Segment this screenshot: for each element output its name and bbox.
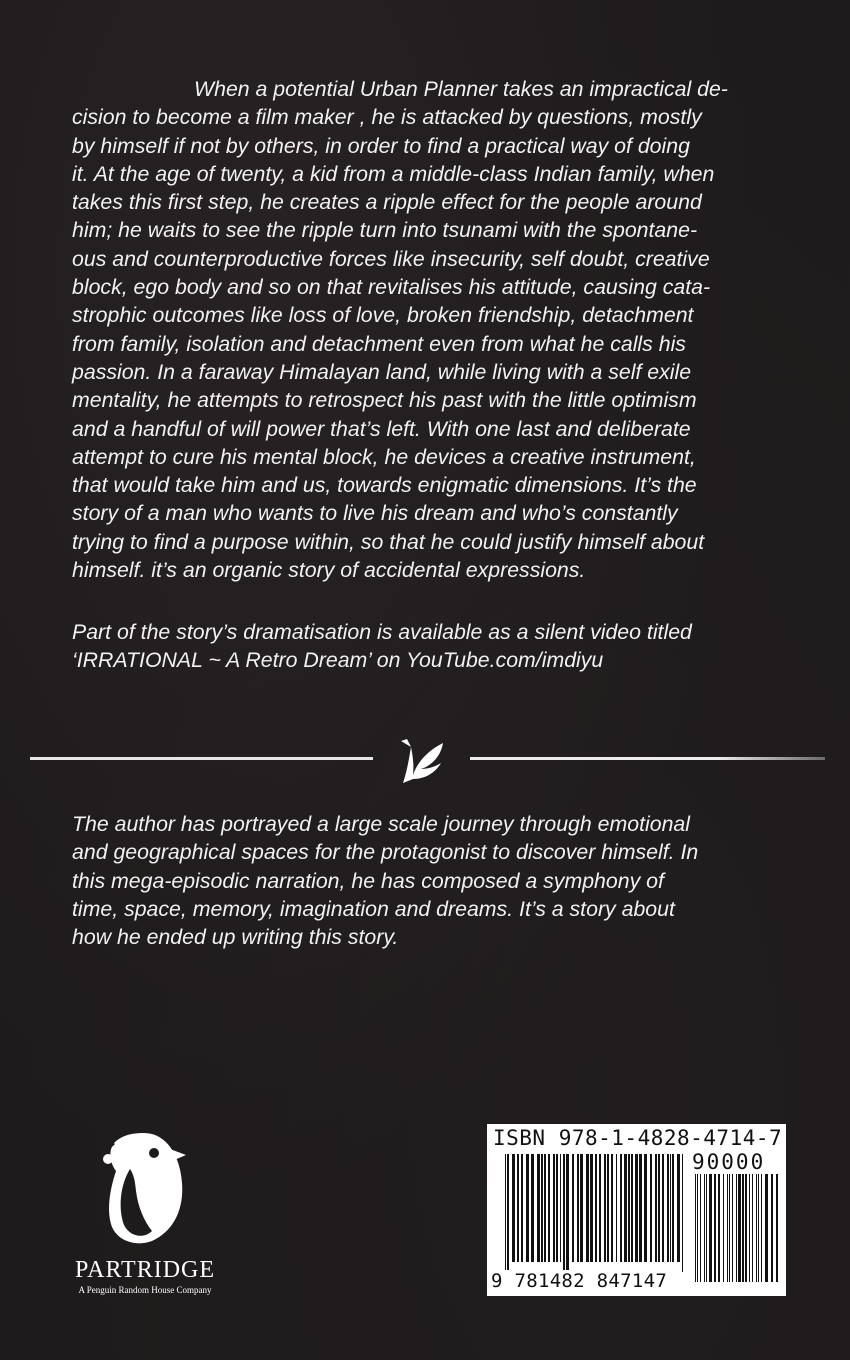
barcode-bar	[505, 1154, 506, 1272]
penguin-icon	[100, 1125, 188, 1247]
text-line: strophic outcomes like loss of love, broken friendship, detachment	[72, 303, 694, 328]
publisher-name: PARTRIDGE	[74, 1257, 216, 1283]
barcode-bar	[745, 1174, 747, 1282]
barcode-bar	[521, 1154, 523, 1262]
video-note-text	[72, 618, 778, 675]
barcode-bar	[682, 1154, 683, 1272]
barcode-bar	[765, 1174, 768, 1282]
barcode-bar	[628, 1154, 630, 1262]
text-line: Part of the story’s dramatisation is available as a silent video titled	[72, 620, 692, 644]
barcode-bar	[736, 1174, 737, 1282]
text-line: and geographical spaces for the protagonist to discover himself. In	[72, 840, 699, 865]
barcode-bar	[604, 1154, 606, 1262]
barcode-bar	[776, 1174, 778, 1282]
barcode-bar	[517, 1154, 519, 1262]
barcode-bar	[658, 1154, 660, 1262]
publisher-tagline: A Penguin Random House Company	[78, 1285, 212, 1295]
publisher-logo	[60, 1125, 230, 1300]
barcode-bar	[697, 1174, 698, 1282]
barcode-bar	[553, 1154, 555, 1262]
about-author-text	[72, 810, 778, 951]
text-line: passion. In a faraway Himalayan land, while living with a self exile	[72, 359, 692, 384]
barcode-bar	[714, 1174, 716, 1282]
text-line: from family, isolation and detachment even from what he calls his	[72, 331, 686, 356]
barcode-bar	[548, 1154, 550, 1262]
text-line: story of a man who wants to live his dream and who’s constantly	[72, 501, 678, 526]
barcode-bar	[541, 1154, 543, 1262]
text-line: time, space, memory, imagination and dreams. It’s a story about	[72, 896, 675, 921]
barcode-bar	[650, 1154, 652, 1262]
barcode-bar	[631, 1154, 633, 1262]
text-line: takes this first step, he creates a ripple effect for the people around	[72, 190, 702, 215]
barcode-bar	[531, 1154, 534, 1262]
feather-icon	[397, 735, 449, 785]
barcode-bar	[563, 1154, 565, 1272]
barcode-bar	[672, 1154, 674, 1262]
barcode-bar	[512, 1154, 515, 1262]
barcode-bar	[723, 1174, 724, 1282]
barcode-bar	[742, 1174, 744, 1282]
text-line: The author has portrayed a large scale journey through emotional	[72, 812, 690, 836]
barcode-bar	[639, 1154, 642, 1262]
text-line: block, ego body and so on that revitalises his attitude, causing cata-	[72, 275, 711, 300]
text-line: mentality, he attempts to retrospect his past with the little optimism	[72, 388, 697, 413]
isbn-barcode	[487, 1124, 786, 1296]
barcode-bar	[670, 1154, 671, 1262]
barcode-bar	[526, 1154, 529, 1262]
text-line: it. At the age of twenty, a kid from a middle-class Indian family, when	[72, 161, 715, 186]
barcode-bar	[635, 1154, 638, 1262]
text-line: how he ended up writing this story.	[72, 925, 399, 950]
barcode-bar	[758, 1174, 759, 1282]
barcode-bar	[560, 1154, 561, 1262]
barcode-bar	[586, 1154, 589, 1262]
barcode-bar	[556, 1154, 558, 1262]
text-line: himself. it’s an organic story of accidental expressions.	[72, 558, 586, 583]
text-line: ‘IRRATIONAL ~ A Retro Dream’ on YouTube.com/imdiyu	[72, 648, 604, 673]
barcode-bar	[709, 1174, 712, 1282]
barcode-addon-bars	[695, 1174, 779, 1292]
barcode-bar	[599, 1154, 601, 1262]
barcode-bar	[544, 1154, 546, 1262]
barcode-bar	[607, 1154, 609, 1262]
synopsis-text	[72, 75, 778, 584]
barcode-bar	[566, 1154, 569, 1272]
barcode-bar	[644, 1154, 647, 1262]
barcode-bar	[537, 1154, 540, 1262]
barcode-bar	[590, 1154, 593, 1262]
barcode-bars	[505, 1154, 683, 1272]
text-line: trying to find a purpose within, so that he could justify himself about	[72, 529, 705, 554]
text-line: attempt to cure his mental block, he devices a creative instrument,	[72, 444, 696, 469]
isbn-label: ISBN 978-1-4828-4714-7	[493, 1126, 783, 1150]
barcode-bar	[507, 1154, 509, 1272]
barcode-bar	[700, 1174, 701, 1282]
divider-left-line	[30, 757, 373, 760]
text-line: this mega-episodic narration, he has composed a symphony of	[72, 868, 664, 893]
barcode-bar	[704, 1174, 705, 1282]
barcode-bar	[761, 1174, 762, 1282]
barcode-bar	[727, 1174, 728, 1282]
text-line: him; he waits to see the ripple turn into tsunami with the spontane-	[72, 218, 698, 243]
barcode-bar	[611, 1154, 613, 1262]
barcode-bar	[729, 1174, 730, 1282]
text-line: by himself if not by others, in order to find a practical way of doing	[72, 133, 690, 158]
barcode-bar	[706, 1174, 707, 1282]
barcode-bar	[662, 1154, 664, 1262]
barcode-bar	[577, 1154, 579, 1262]
barcode-bar	[732, 1174, 733, 1282]
text-line: and a handful of will power that’s left. With one last and deliberate	[72, 416, 691, 441]
barcode-bar	[749, 1174, 750, 1282]
barcode-bar	[718, 1174, 720, 1282]
barcode-bar	[624, 1154, 627, 1262]
barcode-bar	[771, 1174, 773, 1282]
barcode-bar	[572, 1154, 574, 1262]
barcode-bar	[595, 1154, 597, 1262]
barcode-bar	[752, 1174, 753, 1282]
text-line: When a potential Urban Planner takes an impractical de-	[194, 77, 728, 101]
ean-number: 9 781482 847147	[491, 1270, 668, 1292]
divider-right-line	[470, 757, 825, 760]
barcode-bar	[695, 1174, 696, 1282]
text-line: that would take him and us, towards enigmatic dimensions. It’s the	[72, 473, 697, 498]
text-line: cision to become a film maker , he is attacked by questions, mostly	[72, 105, 702, 130]
text-line: ous and counterproductive forces like insecurity, self doubt, creative	[72, 246, 710, 271]
barcode-bar	[756, 1174, 757, 1282]
barcode-bar	[620, 1154, 622, 1262]
barcode-bar	[616, 1154, 617, 1262]
barcode-bar	[677, 1154, 680, 1262]
barcode-addon-number: 90000	[692, 1150, 766, 1174]
barcode-bar	[655, 1154, 657, 1262]
barcode-bar	[738, 1174, 741, 1282]
barcode-bar	[580, 1154, 583, 1262]
barcode-bar	[667, 1154, 669, 1262]
